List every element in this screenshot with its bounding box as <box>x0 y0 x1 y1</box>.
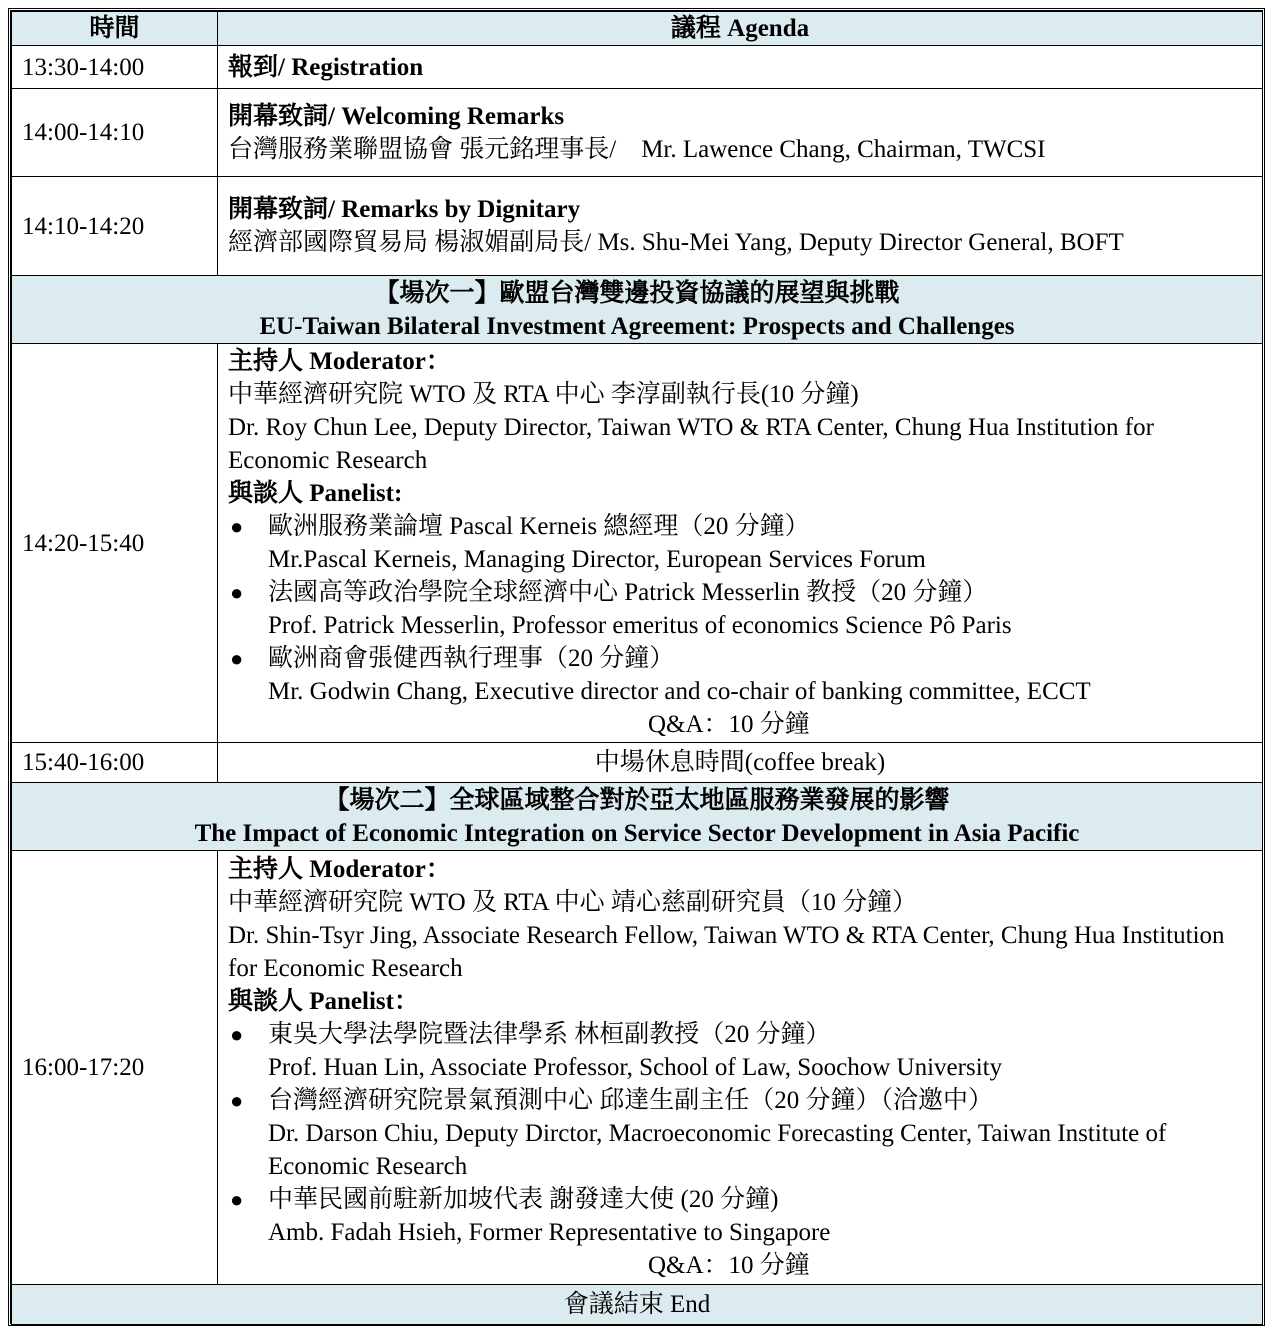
agenda-table <box>11 11 1263 1325</box>
session-band <box>12 783 1263 851</box>
qa-label: Q&A：10 分鐘 <box>648 711 810 738</box>
agenda-cell <box>218 89 1263 177</box>
bullet-icon: ● <box>230 1022 244 1047</box>
session2-title <box>12 783 1263 851</box>
item-detail: 經濟部國際貿易局 楊淑媚副局長/ Ms. Shu-Mei Yang, Deputy Director General, BOFT <box>228 229 1124 256</box>
header-agenda: 議程 Agenda <box>218 12 1263 46</box>
bullet-icon: ● <box>230 580 244 605</box>
table-row <box>12 177 1263 276</box>
table-row <box>12 743 1263 783</box>
list-item <box>228 510 1252 543</box>
moderator-label: 主持人 Moderator： <box>228 348 451 375</box>
moderator-zh: 中華經濟研究院 WTO 及 RTA 中心 靖心慈副研究員（10 分鐘） <box>228 889 918 916</box>
panelist-en: Mr.Pascal Kerneis, Managing Director, European Services Forum <box>268 546 926 573</box>
panelist-label: 與談人 Panelist: <box>228 480 403 507</box>
list-item <box>228 576 1252 609</box>
bullet-icon: ● <box>230 514 244 539</box>
session-band <box>12 276 1263 344</box>
header-row <box>12 12 1263 46</box>
time-cell: 14:10-14:20 <box>12 177 218 276</box>
item-detail: 台灣服務業聯盟協會 張元銘理事長/ Mr. Lawence Chang, Chairman, TWCSI <box>228 135 1046 163</box>
panelist-zh: 法國高等政治學院全球經濟中心 Patrick Messerlin 教授（20 分鐘） <box>268 579 988 606</box>
panelist-zh: 東吳大學法學院暨法律學系 林桓副教授（20 分鐘） <box>268 1021 831 1048</box>
list-item <box>228 642 1252 675</box>
panelist-zh: 歐洲服務業論壇 Pascal Kerneis 總經理（20 分鐘） <box>268 513 810 540</box>
agenda-cell <box>218 46 1263 89</box>
panelist-zh: 中華民國前駐新加坡代表 謝發達大使 (20 分鐘) <box>268 1186 779 1213</box>
agenda-cell <box>218 851 1263 1285</box>
time-cell: 15:40-16:00 <box>12 743 218 783</box>
item-title: 開幕致詞/ Remarks by Dignitary <box>228 196 581 223</box>
agenda-cell <box>218 344 1263 743</box>
moderator-zh: 中華經濟研究院 WTO 及 RTA 中心 李淳副執行長(10 分鐘) <box>228 381 859 408</box>
panelist-en: Amb. Fadah Hsieh, Former Representative to Singapore <box>268 1219 831 1246</box>
panelist-en: Prof. Patrick Messerlin, Professor emeritus of economics Science Pô Paris <box>268 612 1012 639</box>
time-cell: 14:00-14:10 <box>12 89 218 177</box>
list-item <box>228 1084 1252 1117</box>
qa-label: Q&A：10 分鐘 <box>648 1252 810 1279</box>
time-cell: 14:20-15:40 <box>12 344 218 743</box>
session2-title-zh: 【場次二】全球區域整合對於亞太地區服務業發展的影響 <box>324 786 950 814</box>
session1-title <box>12 276 1263 344</box>
session2-title-en: The Impact of Economic Integration on Service Sector Development in Asia Pacific <box>194 819 1080 847</box>
panelist-en: Prof. Huan Lin, Associate Professor, School of Law, Soochow University <box>268 1054 1003 1081</box>
panelist-en: Dr. Darson Chiu, Deputy Dirctor, Macroeconomic Forecasting Center, Taiwan Institute of Economic Research <box>268 1120 1167 1180</box>
table-row <box>12 46 1263 89</box>
table-row <box>12 851 1263 1285</box>
table-row <box>12 89 1263 177</box>
session1-title-en: EU-Taiwan Bilateral Investment Agreement: Prospects and Challenges <box>259 312 1015 340</box>
table-row <box>12 344 1263 743</box>
moderator-en: Dr. Roy Chun Lee, Deputy Director, Taiwan WTO & RTA Center, Chung Hua Institution for Economic Research <box>228 414 1154 474</box>
bullet-icon: ● <box>230 646 244 671</box>
bullet-icon: ● <box>230 1187 244 1212</box>
item-title: 報到/ Registration <box>228 53 424 81</box>
item-title: 開幕致詞/ Welcoming Remarks <box>228 102 565 130</box>
end-label: 會議結束 End <box>12 1285 1263 1325</box>
panelist-label: 與談人 Panelist： <box>228 988 419 1015</box>
panelist-zh: 台灣經濟研究院景氣預測中心 邱達生副主任（20 分鐘）（洽邀中） <box>268 1087 994 1114</box>
moderator-label: 主持人 Moderator： <box>228 856 451 883</box>
list-item <box>228 1018 1252 1051</box>
panelist-en: Mr. Godwin Chang, Executive director and co-chair of banking committee, ECCT <box>268 678 1091 705</box>
header-time: 時間 <box>12 12 218 46</box>
time-cell: 13:30-14:00 <box>12 46 218 89</box>
session1-title-zh: 【場次一】歐盟台灣雙邊投資協議的展望與挑戰 <box>374 279 900 307</box>
list-item <box>228 1183 1252 1216</box>
break-label: 中場休息時間(coffee break) <box>218 743 1263 783</box>
bullet-icon: ● <box>230 1088 244 1113</box>
moderator-en: Dr. Shin-Tsyr Jing, Associate Research Fellow, Taiwan WTO & RTA Center, Chung Hua Institution for Economic Research <box>228 922 1225 982</box>
panelist-zh: 歐洲商會張健西執行理事（20 分鐘） <box>268 645 675 672</box>
end-row <box>12 1285 1263 1325</box>
agenda-cell <box>218 177 1263 276</box>
time-cell: 16:00-17:20 <box>12 851 218 1285</box>
